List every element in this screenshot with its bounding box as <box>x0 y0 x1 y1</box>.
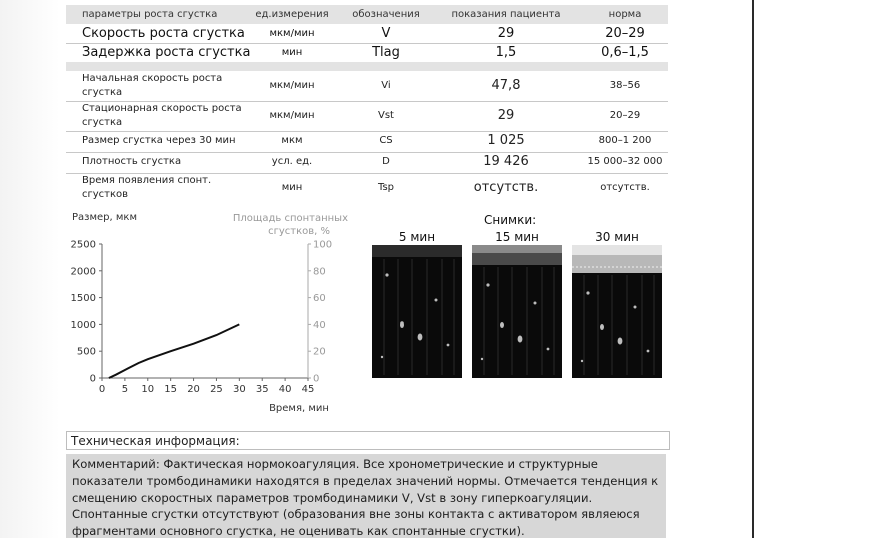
row-norm: 20–29 <box>605 26 645 41</box>
table-row <box>66 24 668 44</box>
snapshot-image-15min <box>472 245 562 378</box>
row-param: Стационарная скорость роста сгустка <box>82 102 242 128</box>
x-tick-label: 0 <box>98 384 106 395</box>
y2-tick-label: 100 <box>313 239 333 251</box>
row-unit: мкм/мин <box>269 79 315 91</box>
y2-tick-label: 20 <box>313 346 326 358</box>
row-symbol: Vst <box>378 109 394 121</box>
row-norm: 0,6–1,5 <box>601 45 649 60</box>
header-unit: ед.измерения <box>255 9 329 20</box>
row-param: Время появления спонт. сгустков <box>82 174 212 200</box>
table-row <box>66 152 668 174</box>
row-value: 29 <box>497 26 515 41</box>
row-symbol: D <box>382 156 390 168</box>
row-value: 47,8 <box>491 77 521 93</box>
chart-ticks <box>71 240 333 396</box>
row-unit: мкм <box>281 135 303 147</box>
row-norm: 20–29 <box>609 109 641 121</box>
snapshot-label-15: 15 мин <box>495 230 539 244</box>
x-tick-label: 45 <box>301 384 315 395</box>
chart-y-label <box>72 212 137 223</box>
row-unit: мин <box>281 47 303 58</box>
row-unit: мкм/мин <box>269 109 315 121</box>
row-value: 1 025 <box>487 133 525 149</box>
row-norm: отсутств. <box>600 181 650 193</box>
snapshot-label-30: 30 мин <box>595 230 639 244</box>
y-tick-label: 1500 <box>70 293 96 305</box>
row-value: 1,5 <box>495 45 517 60</box>
row-value: 19 426 <box>483 154 529 170</box>
chart-series <box>109 324 239 378</box>
row-symbol: V <box>381 26 391 41</box>
header-value: показания пациента <box>451 9 561 20</box>
row-value: отсутств. <box>473 179 539 195</box>
y-tick-label: 2500 <box>70 239 96 251</box>
y2-tick-label: 40 <box>313 319 326 331</box>
y2-tick-label: 0 <box>313 373 320 385</box>
chart-y2-title-line1: Площадь спонтанных <box>232 213 348 224</box>
table-row <box>66 43 668 62</box>
row-norm: 800–1 200 <box>598 135 652 147</box>
header-norm: норма <box>608 9 642 20</box>
clot-size-line <box>109 324 239 378</box>
row-value: 29 <box>497 107 515 123</box>
y-tick-label: 2000 <box>70 266 96 278</box>
chart-x-title: Время, мин <box>269 403 329 414</box>
row-norm: 38–56 <box>609 79 641 91</box>
snapshot-label-5: 5 мин <box>398 230 436 244</box>
x-tick-label: 10 <box>141 384 155 395</box>
y2-tick-label: 80 <box>313 266 326 278</box>
y-tick-label: 1000 <box>70 319 96 331</box>
table-separator <box>66 62 668 71</box>
clot-growth-chart <box>62 208 362 418</box>
snapshot-image-30min <box>572 245 662 378</box>
table-row <box>66 101 668 132</box>
table-row <box>66 71 668 102</box>
x-tick-label: 35 <box>255 384 269 395</box>
table-row <box>66 173 668 203</box>
row-unit: мкм/мин <box>269 28 315 39</box>
chart-axes <box>102 244 308 378</box>
x-tick-label: 15 <box>164 384 178 395</box>
chart-y-title: Размер, мкм <box>72 212 138 223</box>
x-tick-label: 5 <box>121 384 129 395</box>
x-tick-label: 25 <box>210 384 223 395</box>
y-tick-label: 0 <box>89 373 96 385</box>
header-symbol: обозначения <box>352 9 420 20</box>
row-symbol: Tlag <box>372 45 400 60</box>
y-tick-label: 500 <box>76 346 96 358</box>
x-tick-label: 40 <box>278 384 292 395</box>
row-unit: усл. ед. <box>271 156 313 168</box>
table-row <box>66 131 668 153</box>
chart-y2-title-line2: сгустков, % <box>268 226 330 237</box>
header-param: параметры роста сгустка <box>82 9 218 20</box>
y2-tick-label: 60 <box>313 293 326 305</box>
x-tick-label: 20 <box>187 384 200 395</box>
row-norm: 15 000–32 000 <box>587 156 663 168</box>
row-symbol: CS <box>379 135 393 147</box>
row-param: Начальная скорость роста сгустка <box>82 72 223 98</box>
row-param: Задержка роста сгустка <box>82 45 251 60</box>
row-symbol: Tsp <box>377 181 394 193</box>
row-param: Скорость роста сгустка <box>82 26 245 41</box>
row-param: Размер сгустка через 30 мин <box>82 135 236 147</box>
row-symbol: Vi <box>381 79 391 91</box>
tech-info-header: Техническая информация: <box>66 431 670 450</box>
row-param: Плотность сгустка <box>82 156 182 168</box>
comment-text: Комментарий: Фактическая нормокоагуляция. Все хронометрические и структурные показатели тромбодинамики находятся в пределах значений нормы. Отмечается тенденция к смещению скоростных параметров тромбодинамики V, Vst в зону гиперкоагуляции. Спонтанные сгустки отсутствуют (образования вне зоны контакта с активатором являеюся фрагментами основного сгустка, не оценивать как спонтанные сгустки). <box>66 454 666 538</box>
x-tick-label: 30 <box>232 384 246 395</box>
snapshot-image-5min <box>372 245 462 378</box>
table-header-row <box>66 5 668 24</box>
snapshots-title: Снимки: <box>484 213 537 227</box>
row-unit: мин <box>281 181 303 193</box>
